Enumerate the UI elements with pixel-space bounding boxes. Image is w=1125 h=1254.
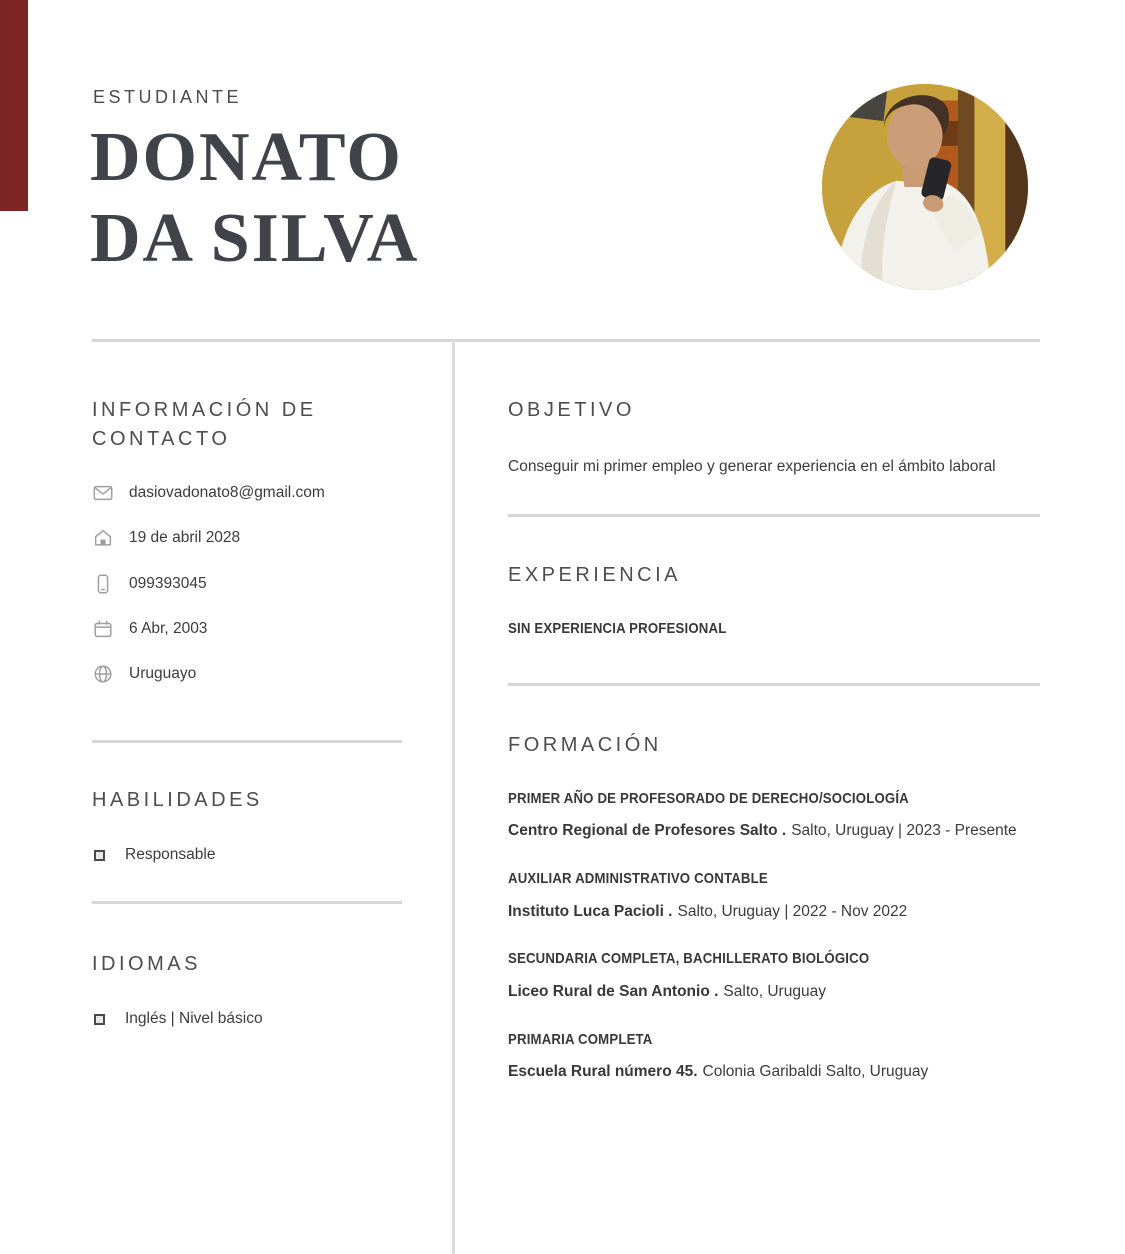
- calendar-icon: [92, 618, 114, 640]
- education-location-dates: Colonia Garibaldi Salto, Uruguay: [702, 1063, 929, 1080]
- language-item: [94, 1009, 263, 1029]
- education-entry-title: PRIMARIA COMPLETA: [508, 1031, 653, 1048]
- skill-item-text: Responsable: [125, 846, 216, 863]
- contact-item-text: Uruguayo: [129, 665, 197, 682]
- education-entry-title: PRIMER AÑO DE PROFESORADO DE DERECHO/SOCIOLOGÍA: [508, 790, 909, 807]
- header-divider: [92, 339, 1040, 342]
- objective-section-heading: OBJETIVO: [508, 399, 635, 421]
- right-divider-1: [508, 514, 1040, 517]
- experience-empty-label: SIN EXPERIENCIA PROFESIONAL: [508, 620, 727, 637]
- globe-icon: [92, 663, 114, 685]
- phone-icon: [92, 573, 114, 595]
- left-divider-2: [92, 901, 402, 904]
- left-divider-1: [92, 740, 402, 743]
- education-org: Centro Regional de Profesores Salto .: [508, 822, 787, 839]
- column-divider: [452, 339, 455, 1254]
- contact-item-text: 099393045: [129, 575, 207, 592]
- person-name: [90, 117, 419, 279]
- profile-photo-illustration: [822, 84, 1028, 290]
- square-bullet-icon: [94, 1014, 105, 1025]
- home-icon: [92, 527, 114, 549]
- language-item-text: Inglés | Nivel básico: [125, 1010, 263, 1027]
- right-divider-2: [508, 683, 1040, 686]
- contact-item-address: [92, 526, 240, 550]
- contact-section-heading: INFORMACIÓN DE CONTACTO: [92, 399, 317, 450]
- contact-item-text: 6 Abr, 2003: [129, 620, 208, 637]
- experience-section-heading: EXPERIENCIA: [508, 564, 681, 586]
- education-entry-detail: [508, 822, 1017, 840]
- contact-item-birthdate: [92, 617, 207, 641]
- education-location-dates: Salto, Uruguay | 2023 - Presente: [791, 822, 1017, 839]
- profession-label: ESTUDIANTE: [93, 87, 243, 107]
- education-entry-title: AUXILIAR ADMINISTRATIVO CONTABLE: [508, 870, 768, 887]
- contact-item-email: [92, 481, 325, 505]
- languages-section-heading: IDIOMAS: [92, 953, 201, 975]
- skill-item: [94, 845, 215, 865]
- contact-item-phone: [92, 572, 207, 596]
- education-org: Liceo Rural de San Antonio .: [508, 983, 719, 1000]
- skills-section-heading: HABILIDADES: [92, 789, 263, 811]
- education-org: Instituto Luca Pacioli .: [508, 903, 673, 920]
- name-line-2: DA SILVA: [90, 200, 420, 277]
- profile-photo: [822, 84, 1028, 290]
- education-entry-detail: [508, 903, 907, 921]
- square-bullet-icon: [94, 850, 105, 861]
- objective-text: Conseguir mi primer empleo y generar experiencia en el ámbito laboral: [508, 458, 996, 475]
- contact-item-nationality: [92, 662, 196, 686]
- education-entry-title: SECUNDARIA COMPLETA, BACHILLERATO BIOLÓGICO: [508, 950, 870, 967]
- name-line-1: DONATO: [90, 119, 403, 196]
- education-section-heading: FORMACIÓN: [508, 734, 662, 756]
- contact-item-text: 19 de abril 2028: [129, 529, 241, 546]
- accent-bar: [0, 0, 28, 211]
- education-entry-detail: [508, 983, 826, 1001]
- education-location-dates: Salto, Uruguay: [723, 983, 826, 1000]
- mail-icon: [92, 482, 114, 504]
- education-location-dates: Salto, Uruguay | 2022 - Nov 2022: [677, 903, 908, 920]
- education-entry-detail: [508, 1063, 928, 1081]
- education-org: Escuela Rural número 45.: [508, 1063, 698, 1080]
- contact-item-text: dasiovadonato8@gmail.com: [129, 484, 325, 501]
